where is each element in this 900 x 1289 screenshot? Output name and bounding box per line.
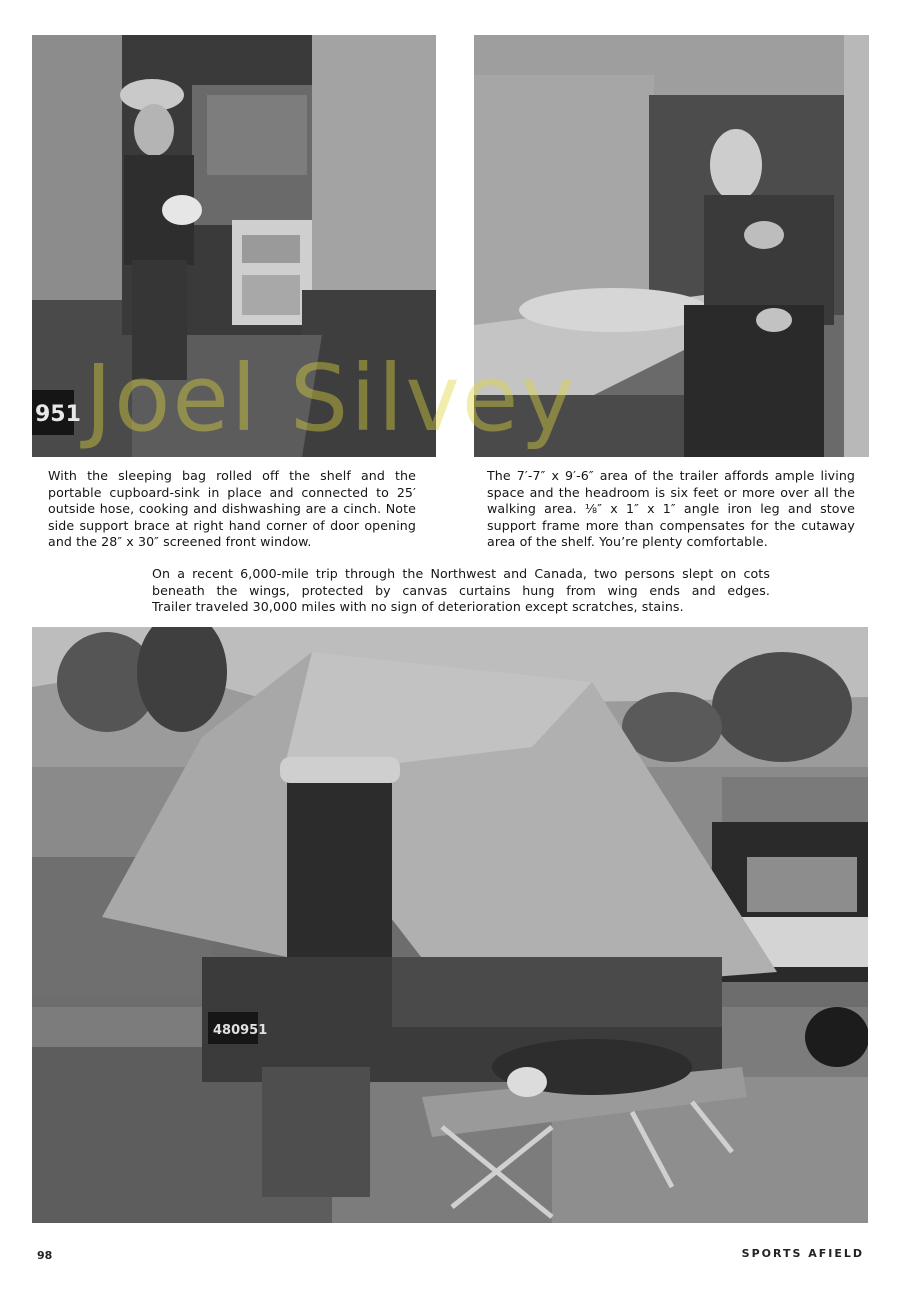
photo-trailer-kitchen-image xyxy=(32,35,436,457)
photo-trailer-cot-image xyxy=(474,35,869,457)
photo-trailer-kitchen xyxy=(32,35,436,457)
plate-bottom: 480951 xyxy=(213,1023,268,1038)
caption-wide-line: On a recent 6,000-mile trip through the Northwest and Canada, two persons slept on cots xyxy=(152,566,770,581)
caption-left xyxy=(48,468,416,551)
page-number: 98 xyxy=(37,1249,53,1262)
caption-right-text: The 7′-7″ x 9′-6″ area of the trailer affords ample living space and the headroom is six feet or more over all the walking area. ⅛″ x 1″ x 1″ angle iron leg and stove support frame more than compensates for the cutaway area of the shelf. You’re plenty comfortable. xyxy=(487,468,855,549)
caption-left-text: With the sleeping bag rolled off the shelf and the portable cupboard-sink in place and connected to 25′ outside hose, cooking and dishwashing are a cinch. Note side support brace at right hand corner of door opening and the 28″ x 30″ screened front window. xyxy=(48,468,416,549)
photo-trailer-tent-outdoors xyxy=(32,627,868,1223)
caption-wide-line: beneath the wings, protected by canvas curtains hung from wing ends and edges. xyxy=(152,582,770,598)
photo-trailer-cot xyxy=(474,35,869,457)
photo-trailer-tent-outdoors-image xyxy=(32,627,868,1223)
magazine-name: SPORTS AFIELD xyxy=(741,1247,864,1260)
caption-wide-line: Trailer traveled 30,000 miles with no sign of deterioration except scratches, stains. xyxy=(152,599,684,614)
caption-wide xyxy=(152,566,770,616)
caption-right xyxy=(487,468,855,551)
plate-top: 951 xyxy=(35,402,81,427)
watermark: Joel Silvey xyxy=(85,345,577,452)
